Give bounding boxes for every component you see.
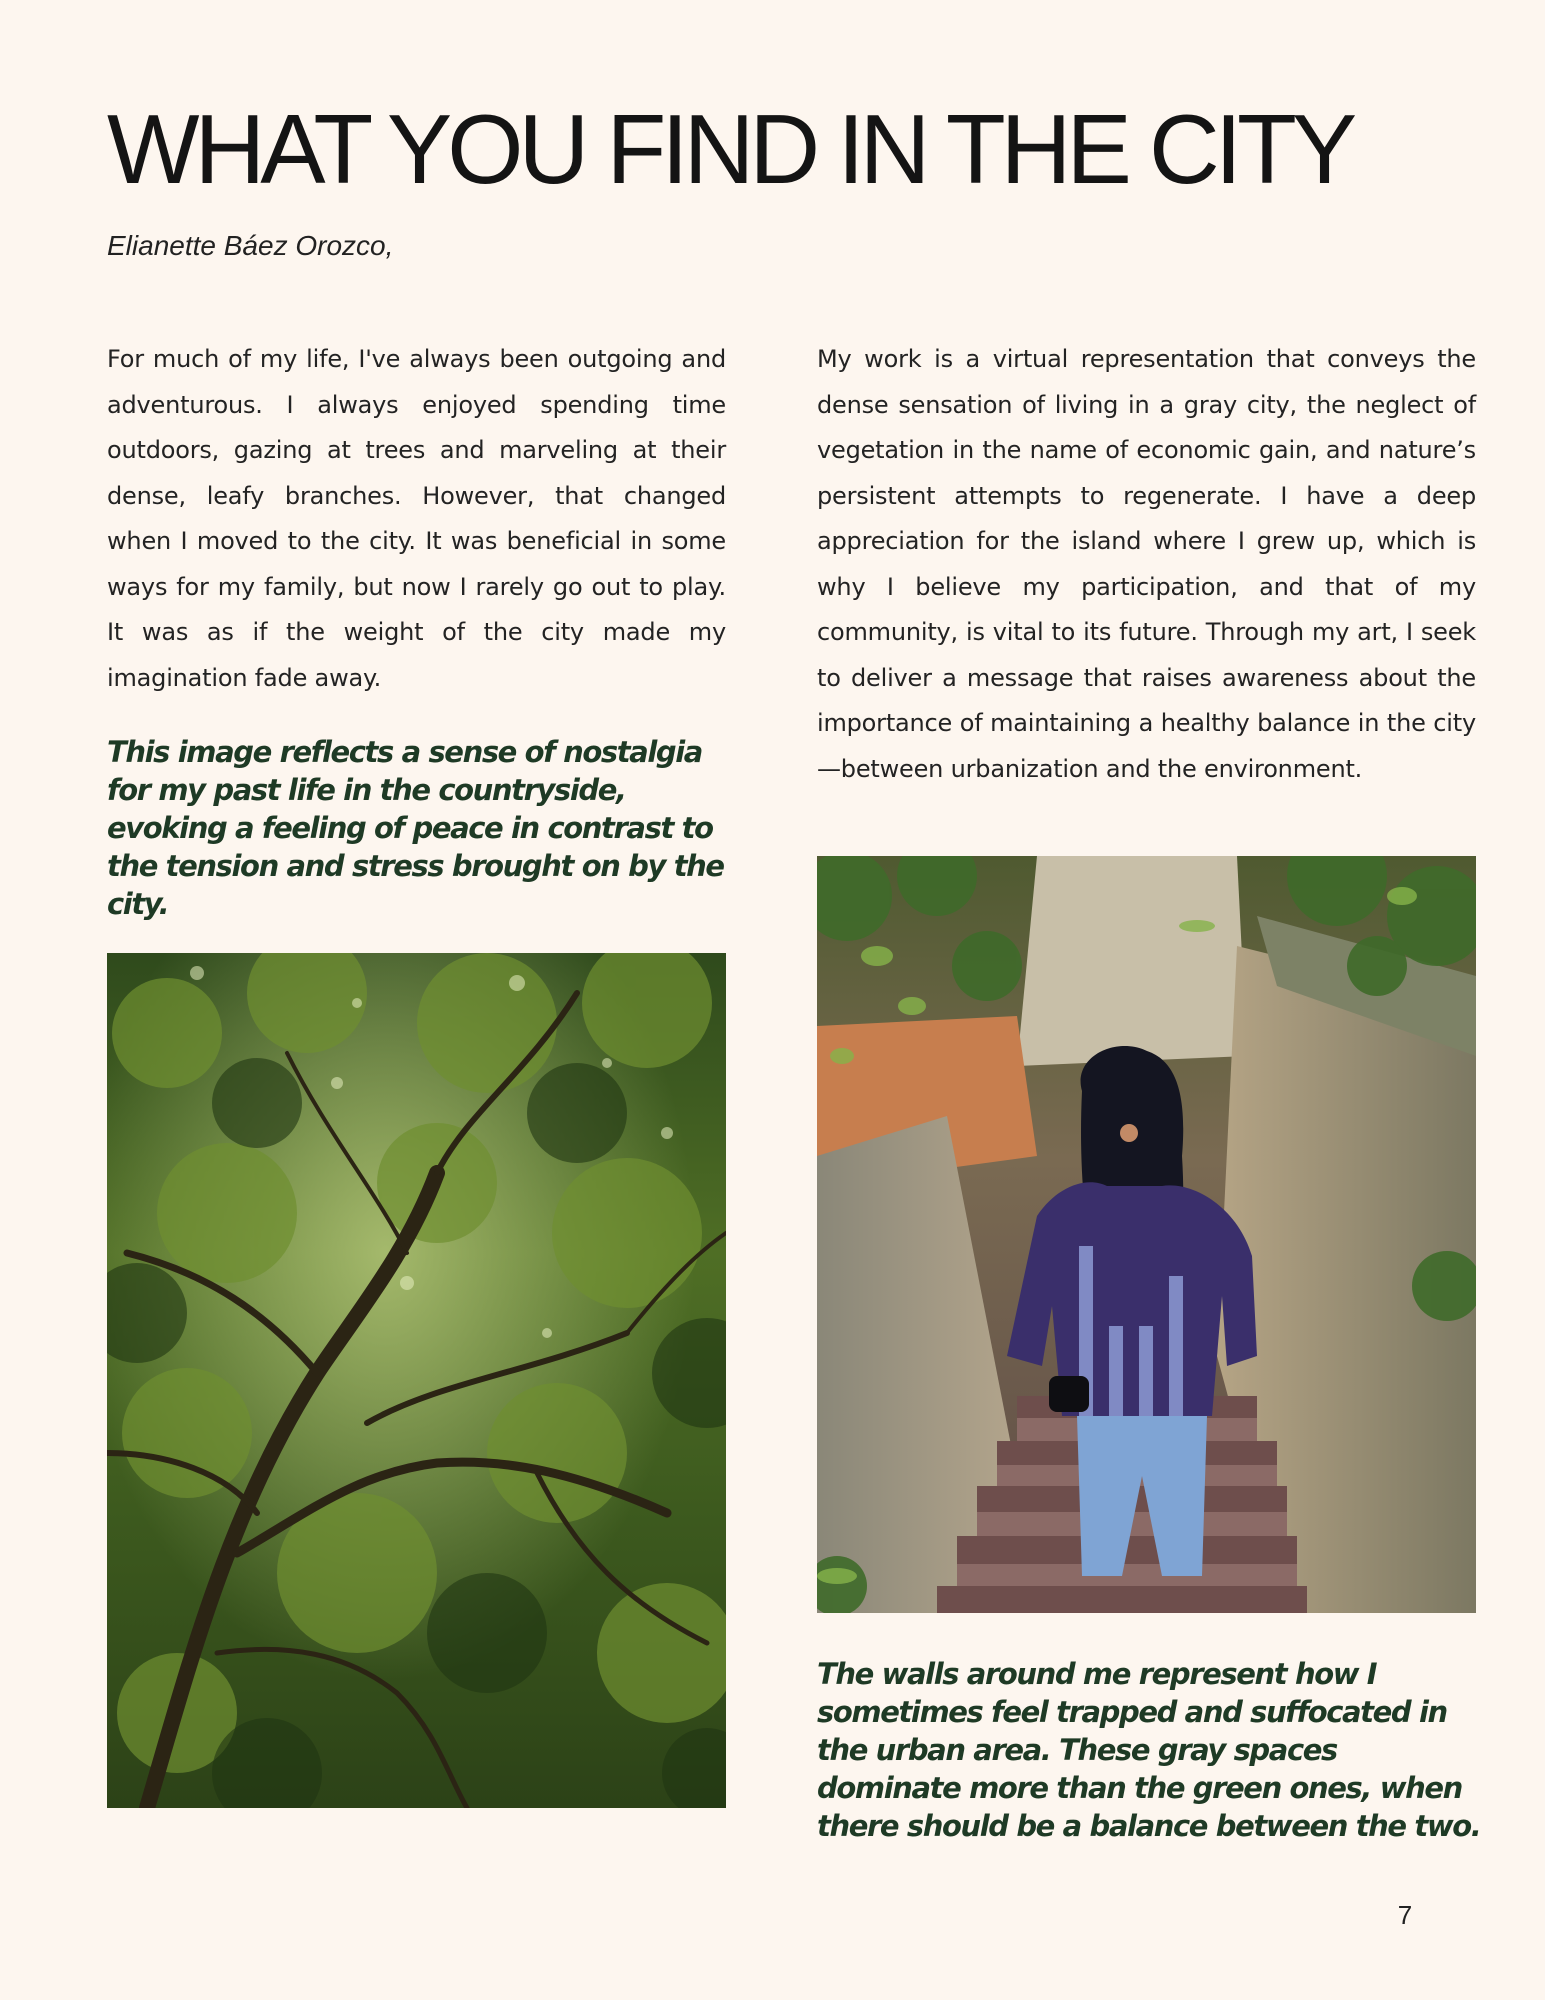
stairway-photo-caption: The walls around me represent how I sometimes feel trapped and suffocated in the urban area. These gray spaces dominate more than the green ones, when there should be a balance between the two.: [817, 1657, 1481, 1843]
page-title: WHAT YOU FIND IN THE CITY: [107, 94, 1353, 204]
author-name: Elianette Báez Orozco,: [107, 230, 394, 261]
stairway-photo: [817, 856, 1476, 1613]
tree-canopy-photo: [107, 953, 726, 1808]
tree-photo-caption: This image reflects a sense of nostalgia for my past life in the countryside, evoking a feeling of peace in contrast to the tension and stress brought on by the city.: [107, 735, 724, 921]
page-number: 7: [1397, 1900, 1413, 1930]
right-body-paragraph: My work is a virtual representation that conveys the dense sensation of living in a gray city, the neglect of vegetation in the name of economic gain, and nature’s persistent attempts to regenerate. I have a deep appreciation for the island where I grew up, which is why I believe my participation, and that of my community, is vital to its future. Through my art, I seek to deliver a message that raises awareness about the importance of maintaining a healthy balance in the city—between urbanization and the environment.: [817, 345, 1476, 783]
left-body-paragraph: For much of my life, I've always been outgoing and adventurous. I always enjoyed spending time outdoors, gazing at trees and marveling at their dense, leafy branches. However, that changed when I moved to the city. It was beneficial in some ways for my family, but now I rarely go out to play. It was as if the weight of the city made my imagination fade away.: [107, 345, 726, 692]
